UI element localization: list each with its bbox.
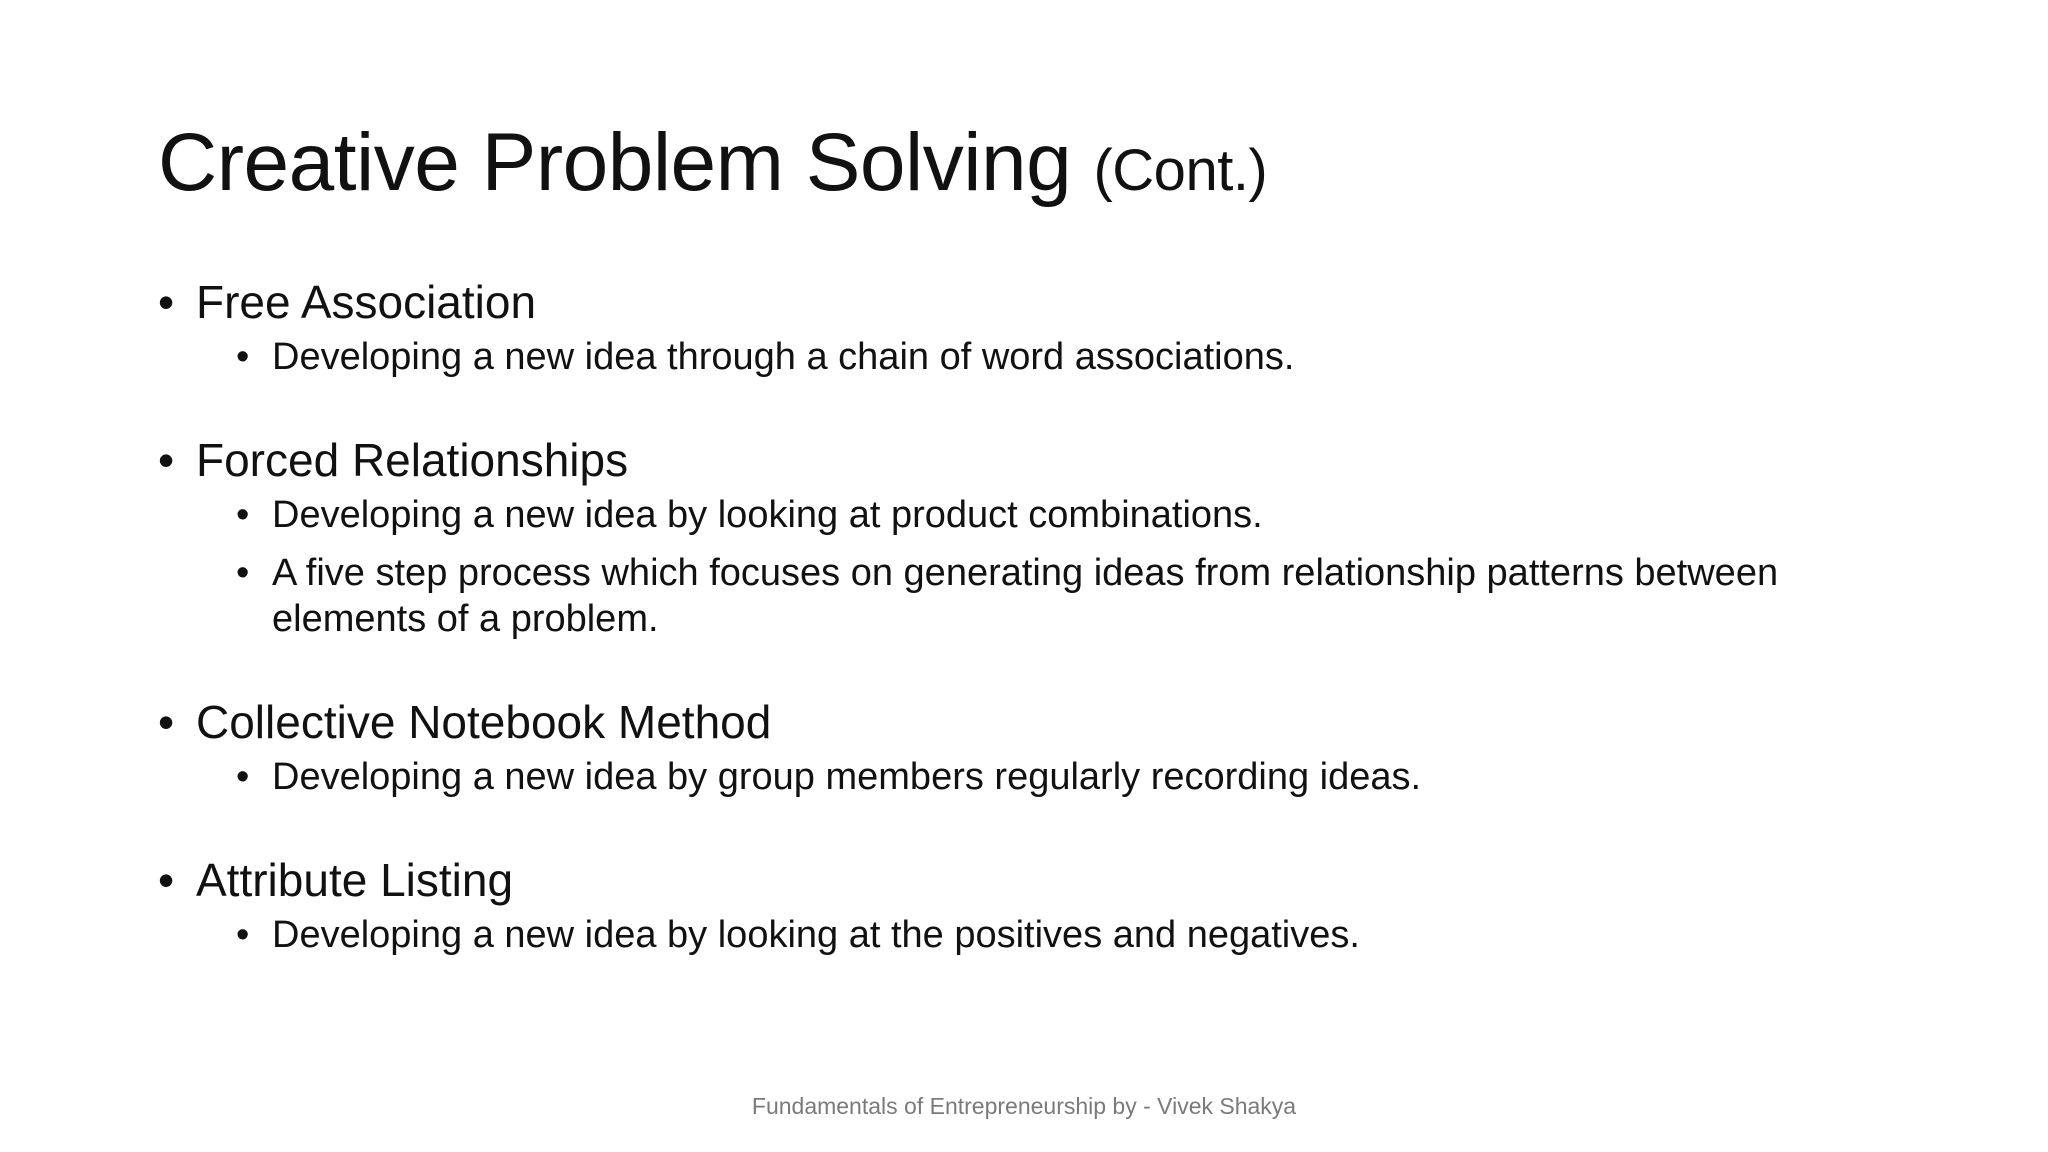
- slide-footer: Fundamentals of Entrepreneurship by - Vivek Shakya: [751, 1093, 1297, 1119]
- section-forced-relationships: [158, 430, 1918, 642]
- bullet-heading: • Free Association: [158, 272, 1918, 332]
- section-free-association: [158, 272, 1918, 380]
- bullet-heading: • Forced Relationships: [158, 430, 1918, 490]
- sub-bullet: • Developing a new idea by looking at product combinations.: [236, 492, 1918, 538]
- section-collective-notebook: [158, 692, 1918, 800]
- sub-bullet: • Developing a new idea through a chain of word associations.: [236, 334, 1918, 380]
- slide-title: [158, 118, 1267, 208]
- bullet-heading: • Collective Notebook Method: [158, 692, 1918, 752]
- bullet-list: [158, 272, 1918, 1008]
- sub-bullet: • Developing a new idea by looking at the positives and negatives.: [236, 912, 1918, 958]
- sub-bullet: • A five step process which focuses on generating ideas from relationship patterns between elements of a problem.: [236, 550, 1918, 642]
- section-attribute-listing: [158, 850, 1918, 958]
- title-main: Creative Problem Solving: [158, 117, 1072, 208]
- sub-bullet: • Developing a new idea by group members regularly recording ideas.: [236, 754, 1918, 800]
- bullet-heading: • Attribute Listing: [158, 850, 1918, 910]
- title-suffix: (Cont.): [1093, 138, 1268, 203]
